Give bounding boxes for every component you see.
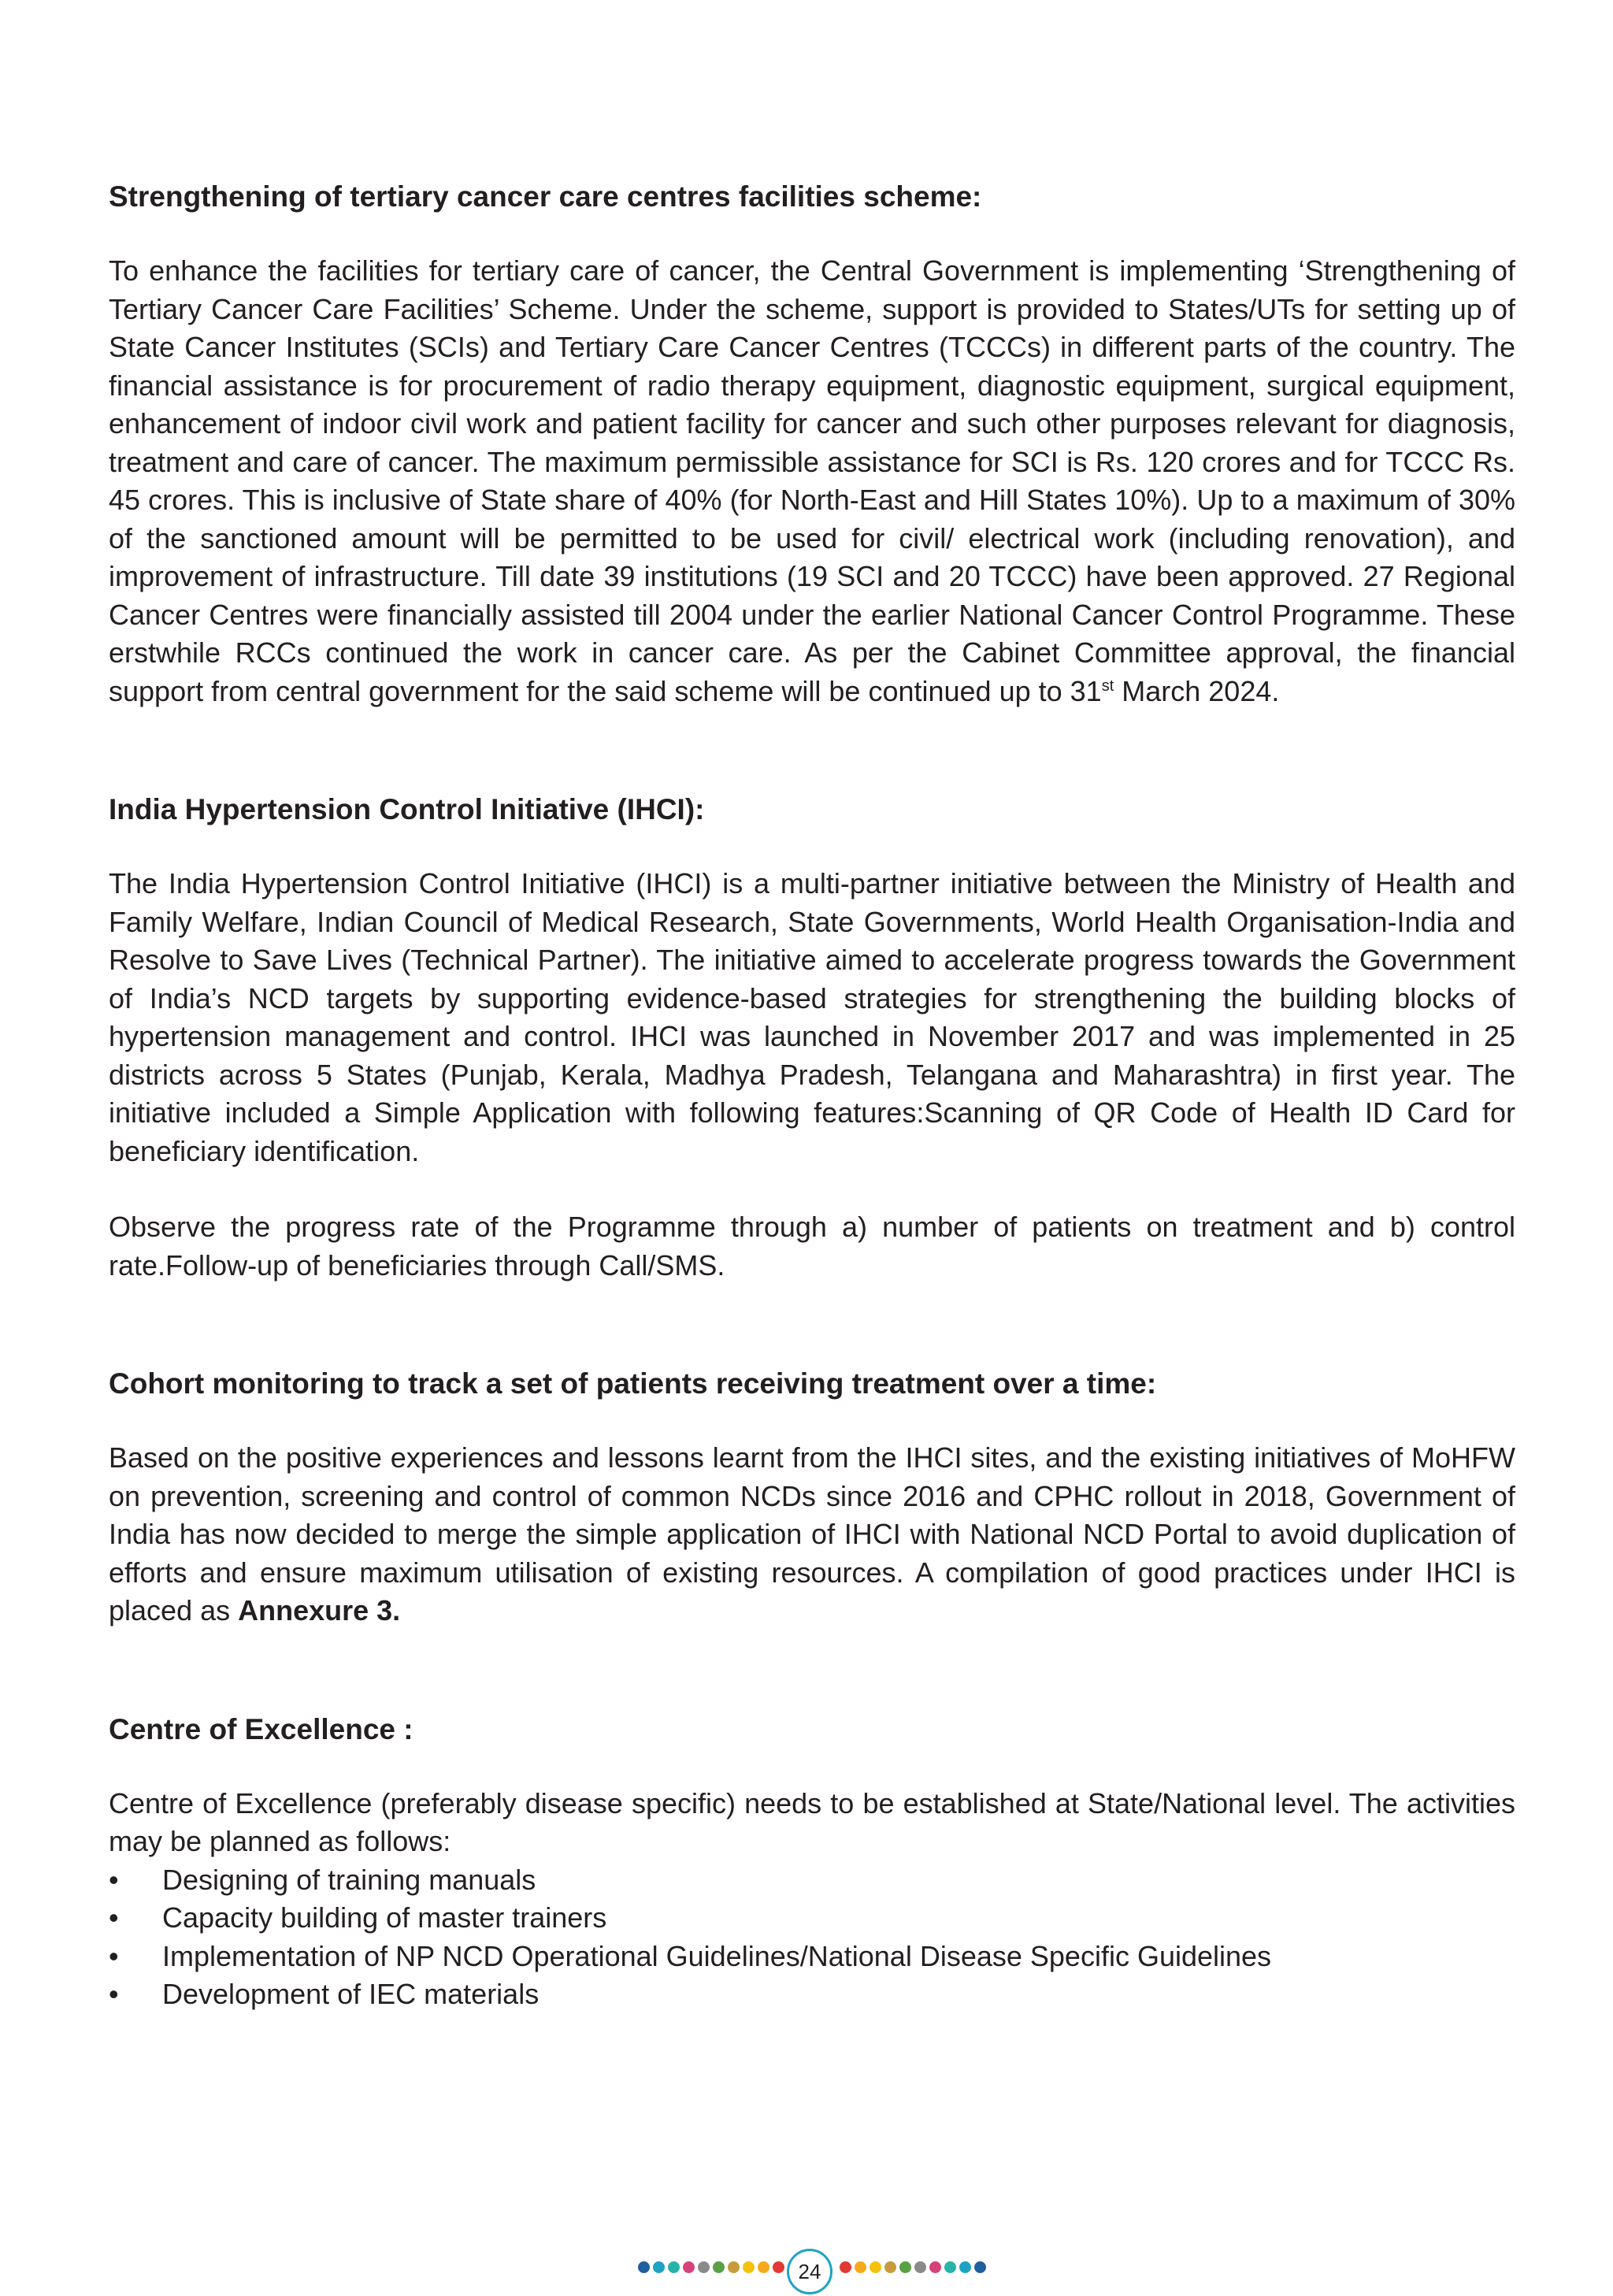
list-item: • Designing of training manuals	[109, 1861, 1515, 1900]
decorative-dot	[653, 2261, 665, 2273]
decorative-dot	[713, 2261, 725, 2273]
list-item: • Capacity building of master trainers	[109, 1899, 1515, 1938]
section-heading: Cohort monitoring to track a set of patients receiving treatment over a time:	[109, 1367, 1157, 1400]
list-item: • Development of IEC materials	[109, 1975, 1515, 2014]
document-page	[109, 178, 1515, 2014]
decorative-dot	[668, 2261, 680, 2273]
decorative-dot	[840, 2261, 851, 2273]
decorative-dot	[974, 2261, 986, 2273]
activities-list	[109, 1861, 1515, 2014]
section-cohort-monitoring	[109, 1365, 1515, 1630]
decorative-dot	[855, 2261, 866, 2273]
superscript: st	[1101, 677, 1114, 695]
annexure-reference: Annexure 3.	[238, 1594, 401, 1626]
decorative-dot	[743, 2261, 755, 2273]
section-centre-of-excellence	[109, 1711, 1515, 2014]
section-heading: India Hypertension Control Initiative (IHCI):	[109, 793, 705, 825]
decorative-dot	[638, 2261, 650, 2273]
decorative-dot	[870, 2261, 881, 2273]
paragraph: Based on the positive experiences and lessons learnt from the IHCI sites, and the existing initiatives of MoHFW on prevention, screening and control of common NCDs since 2016 and CPHC rollout in 2018, Government of India has now decided to merge the simple application of IHCI with National NCD Portal to avoid duplication of efforts and ensure maximum utilisation of existing resources. A compilation of good practices under IHCI is placed as Annexure 3.	[109, 1441, 1515, 1626]
list-item: • Implementation of NP NCD Operational Guidelines/National Disease Specific Guidelines	[109, 1938, 1515, 1976]
paragraph: The India Hypertension Control Initiative (IHCI) is a multi-partner initiative between the Ministry of Health and Family Welfare, Indian Council of Medical Research, State Governments, World Health Organisation-India and Resolve to Save Lives (Technical Partner). The initiative aimed to accelerate progress towards the Government of India’s NCD targets by supporting evidence-based strategies for strengthening the building blocks of hypertension management and control. IHCI was launched in November 2017 and was implemented in 25 districts across 5 States (Punjab, Kerala, Madhya Pradesh, Telangana and Maharashtra) in first year. The initiative included a Simple Application with following features:Scanning of QR Code of Health ID Card for beneficiary identification.	[109, 867, 1515, 1167]
section-heading: Strengthening of tertiary cancer care centres facilities scheme:	[109, 180, 982, 213]
decorative-dots-right	[840, 2261, 986, 2273]
decorative-dot	[944, 2261, 956, 2273]
page-footer	[0, 2249, 1613, 2296]
decorative-dot	[773, 2261, 784, 2273]
decorative-dot	[698, 2261, 710, 2273]
decorative-dot	[728, 2261, 740, 2273]
section-ihci	[109, 791, 1515, 1285]
paragraph: To enhance the facilities for tertiary care of cancer, the Central Government is implementing ‘Strengthening of Tertiary Cancer Care Facilities’ Scheme. Under the scheme, support is provided to States/UTs for setting up of State Cancer Institutes (SCIs) and Tertiary Care Cancer Centres (TCCCs) in different parts of the country. The financial assistance is for procurement of radio therapy equipment, diagnostic equipment, surgical equipment, enhancement of indoor civil work and patient facility for cancer and such other purposes relevant for diagnosis, treatment and care of cancer. The maximum permissible assistance for SCI is Rs. 120 crores and for TCCC Rs. 45 crores. This is inclusive of State share of 40% (for North-East and Hill States 10%). Up to a maximum of 30% of the sanctioned amount will be permitted to be used for civil/ electrical work (including renovation), and improvement of infrastructure. Till date 39 institutions (19 SCI and 20 TCCC) have been approved. 27 Regional Cancer Centres were financially assisted till 2004 under the earlier National Cancer Control Programme. These erstwhile RCCs continued the work in cancer care. As per the Cabinet Committee approval, the financial support from central government for the said scheme will be continued up to 31st March 2024.	[109, 254, 1515, 707]
section-heading: Centre of Excellence :	[109, 1712, 413, 1745]
paragraph: Centre of Excellence (preferably disease specific) needs to be established at State/National level. The activities may be planned as follows:	[109, 1786, 1515, 1857]
decorative-dot	[884, 2261, 896, 2273]
section-tertiary-cancer-care	[109, 178, 1515, 710]
decorative-dot	[758, 2261, 769, 2273]
decorative-dot	[683, 2261, 695, 2273]
decorative-dot	[914, 2261, 926, 2273]
decorative-dot	[959, 2261, 971, 2273]
page-number: 24	[787, 2249, 832, 2294]
decorative-dot	[899, 2261, 911, 2273]
paragraph: Observe the progress rate of the Programme through a) number of patients on treatment and b) control rate.Follow-up of beneficiaries through Call/SMS.	[109, 1211, 1515, 1282]
decorative-dot	[929, 2261, 941, 2273]
decorative-dots-left	[638, 2261, 784, 2273]
